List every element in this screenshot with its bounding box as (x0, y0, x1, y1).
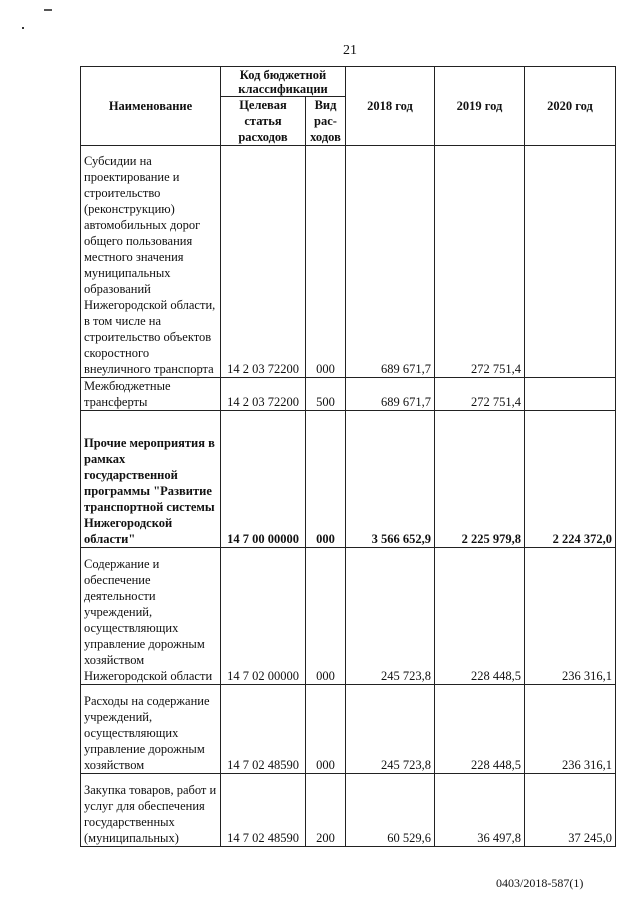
row-type: 000 (306, 146, 346, 378)
row-code: 14 2 03 72200 (221, 378, 306, 411)
row-2019: 2 225 979,8 (435, 411, 525, 548)
header-name: Наименование (81, 67, 221, 146)
row-2019: 228 448,5 (435, 548, 525, 685)
row-2019: 228 448,5 (435, 685, 525, 774)
row-code: 14 2 03 72200 (221, 146, 306, 378)
row-2020 (525, 146, 616, 378)
row-type: 000 (306, 548, 346, 685)
header-kbk: Код бюджетной классификации (221, 67, 346, 97)
scan-speck (44, 9, 52, 11)
header-2018: 2018 год (346, 67, 435, 146)
table-row (81, 146, 616, 378)
table-row (81, 378, 616, 411)
row-type: 000 (306, 411, 346, 548)
row-2019: 272 751,4 (435, 378, 525, 411)
header-expense-type: Вид рас-ходов (306, 97, 346, 146)
row-2019: 272 751,4 (435, 146, 525, 378)
table-row (81, 411, 616, 548)
header-target-article: Целевая статья расходов (221, 97, 306, 146)
row-name: Содержание и обеспечение деятельности учреждений, осуществляющих управление дорожным хозяйством Нижегородской области (81, 548, 221, 685)
table-row (81, 685, 616, 774)
row-2018: 3 566 652,9 (346, 411, 435, 548)
row-2020 (525, 378, 616, 411)
table-row (81, 774, 616, 847)
row-name: Прочие мероприятия в рамках государственной программы "Развитие транспортной системы Нижегородской области" (81, 411, 221, 548)
table-row (81, 548, 616, 685)
header-2020: 2020 год (525, 67, 616, 146)
row-2018: 689 671,7 (346, 378, 435, 411)
row-2020: 37 245,0 (525, 774, 616, 847)
row-type: 000 (306, 685, 346, 774)
row-2020: 236 316,1 (525, 548, 616, 685)
row-code: 14 7 02 00000 (221, 548, 306, 685)
row-type: 500 (306, 378, 346, 411)
header-2019: 2019 год (435, 67, 525, 146)
row-2018: 245 723,8 (346, 685, 435, 774)
budget-table (80, 66, 616, 847)
row-2019: 36 497,8 (435, 774, 525, 847)
row-type: 200 (306, 774, 346, 847)
document-code: 0403/2018-587(1) (496, 876, 584, 890)
row-name: Закупка товаров, работ и услуг для обеспечения государственных (муниципальных) (81, 774, 221, 847)
row-2018: 60 529,6 (346, 774, 435, 847)
row-2018: 689 671,7 (346, 146, 435, 378)
row-code: 14 7 02 48590 (221, 774, 306, 847)
row-name: Расходы на содержание учреждений, осуществляющих управление дорожным хозяйством (81, 685, 221, 774)
row-code: 14 7 00 00000 (221, 411, 306, 548)
row-2018: 245 723,8 (346, 548, 435, 685)
row-code: 14 7 02 48590 (221, 685, 306, 774)
scan-speck (22, 27, 24, 29)
row-2020: 236 316,1 (525, 685, 616, 774)
page-number: 21 (343, 43, 357, 58)
row-name: Субсидии на проектирование и строительство (реконструкцию) автомобильных дорог общего пользования местного значения муниципальных образований Нижегородской области, в том числе на строительство объектов скоростного внеуличного транспорта (81, 146, 221, 378)
row-2020: 2 224 372,0 (525, 411, 616, 548)
row-name: Межбюджетные трансферты (81, 378, 221, 411)
